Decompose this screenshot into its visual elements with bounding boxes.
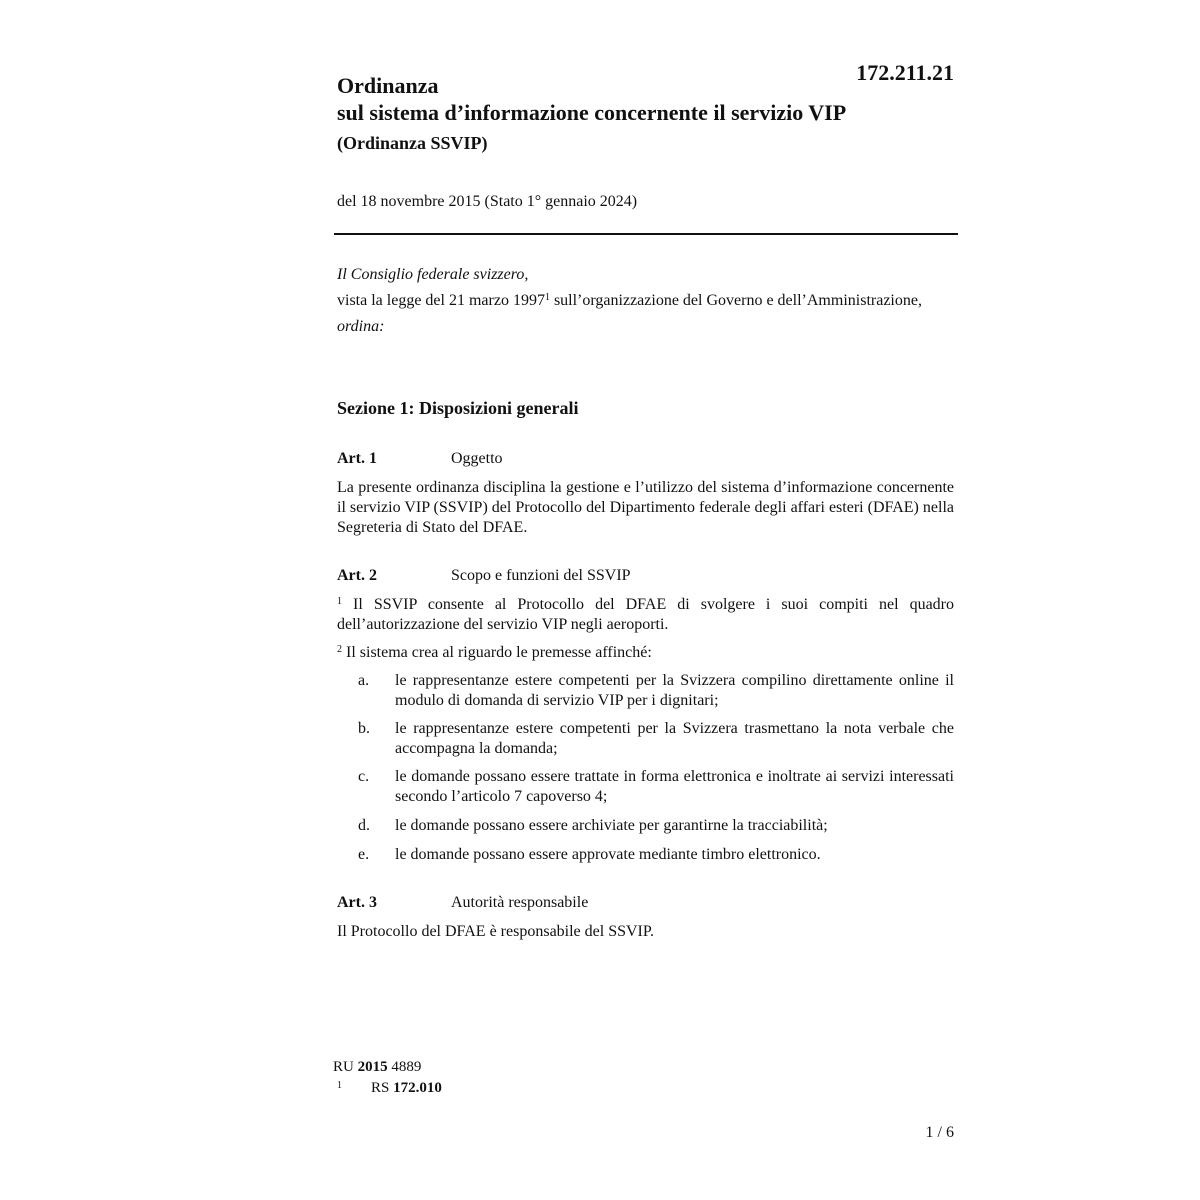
official-compilation-ref: [333, 1059, 421, 1076]
ru-prefix: RU: [333, 1059, 358, 1075]
list-text-a: le rappresentanze estere competenti per la Svizzera compilino direttamente online il modulo di domanda di servizio VIP per i dignitari;: [395, 672, 954, 709]
page-number: 1 / 6: [925, 1124, 954, 1141]
footnote-mark: 1: [337, 1080, 342, 1091]
list-letter-e: e.: [358, 846, 370, 863]
art-3-number: Art. 3: [337, 894, 377, 911]
ru-page: 4889: [387, 1059, 422, 1075]
title-line-1: Ordinanza: [337, 73, 439, 98]
footnote-1: [337, 1080, 442, 1097]
header-rule: [334, 233, 958, 235]
footnote-marker-1[interactable]: 1: [544, 292, 550, 303]
art-1-title: Oggetto: [451, 450, 503, 467]
ru-year: 2015: [357, 1059, 388, 1075]
section-heading: Sezione 1: Disposizioni generali: [337, 398, 579, 418]
title-line-2: sul sistema d’informazione concernente il servizio VIP: [337, 100, 847, 125]
art-2-title: Scopo e funzioni del SSVIP: [451, 567, 631, 584]
sr-number: 172.211.21: [856, 60, 954, 85]
art-2-list: [337, 671, 954, 871]
art-2-para-1: [337, 595, 954, 635]
para-1-number: 1: [337, 596, 342, 607]
preamble: [337, 264, 957, 337]
art-1-text: [337, 478, 954, 538]
preamble-basis-part1: vista la legge del 21 marzo 1997: [337, 292, 545, 309]
art-1-paragraph: La presente ordinanza disciplina la gestione e l’utilizzo del sistema d’informazione concernente il servizio VIP (SSVIP) del Protocollo del Dipartimento federale degli affari esteri (DFAE) nella Segreteria di Stato del DFAE.: [337, 479, 954, 536]
list-text-e: le domande possano essere approvate mediante timbro elettronico.: [395, 846, 821, 863]
art-3-heading: [337, 894, 957, 912]
art-2-para-2-body: Il sistema crea al riguardo le premesse affinché:: [342, 644, 652, 661]
art-2-para-2: [337, 643, 954, 663]
preamble-basis-part2: sull’organizzazione del Governo e dell’Amministrazione,: [549, 292, 922, 309]
art-3-paragraph: Il Protocollo del DFAE è responsabile del SSVIP.: [337, 923, 655, 940]
preamble-decree: ordina:: [337, 318, 385, 335]
para-2-number: 2: [337, 644, 342, 655]
list-letter-d: d.: [358, 817, 370, 834]
list-letter-c: c.: [358, 768, 370, 785]
art-2-para-1-body: Il SSVIP consente al Protocollo del DFAE di svolgere i suoi compiti nel quadro dell’autorizzazione del servizio VIP negli aeroporti.: [337, 596, 954, 633]
date-status: del 18 novembre 2015 (Stato 1° gennaio 2024): [337, 193, 638, 210]
preamble-authority: Il Consiglio federale svizzero,: [337, 266, 529, 283]
art-3-title: Autorità responsabile: [451, 894, 589, 911]
list-text-c: le domande possano essere trattate in forma elettronica e inoltrate ai servizi interessati secondo l’articolo 7 capoverso 4;: [395, 768, 954, 805]
art-2-number: Art. 2: [337, 567, 377, 584]
list-letter-b: b.: [358, 720, 370, 737]
short-title: (Ordinanza SSVIP): [337, 133, 488, 153]
footnote-reference[interactable]: 172.010: [393, 1080, 442, 1096]
art-1-number: Art. 1: [337, 450, 377, 467]
title-block: [337, 72, 957, 155]
art-1-heading: [337, 450, 957, 468]
art-2-para-2-text: [337, 643, 954, 663]
list-letter-a: a.: [358, 672, 370, 689]
art-3-text: [337, 922, 954, 942]
art-2-para-1-text: [337, 595, 954, 635]
preamble-basis: [337, 290, 957, 311]
art-2-heading: [337, 567, 957, 585]
footnote-prefix: RS: [371, 1080, 394, 1096]
list-text-b: le rappresentanze estere competenti per la Svizzera trasmettano la nota verbale che accompagna la domanda;: [395, 720, 954, 757]
list-text-d: le domande possano essere archiviate per garantirne la tracciabilità;: [395, 817, 828, 834]
